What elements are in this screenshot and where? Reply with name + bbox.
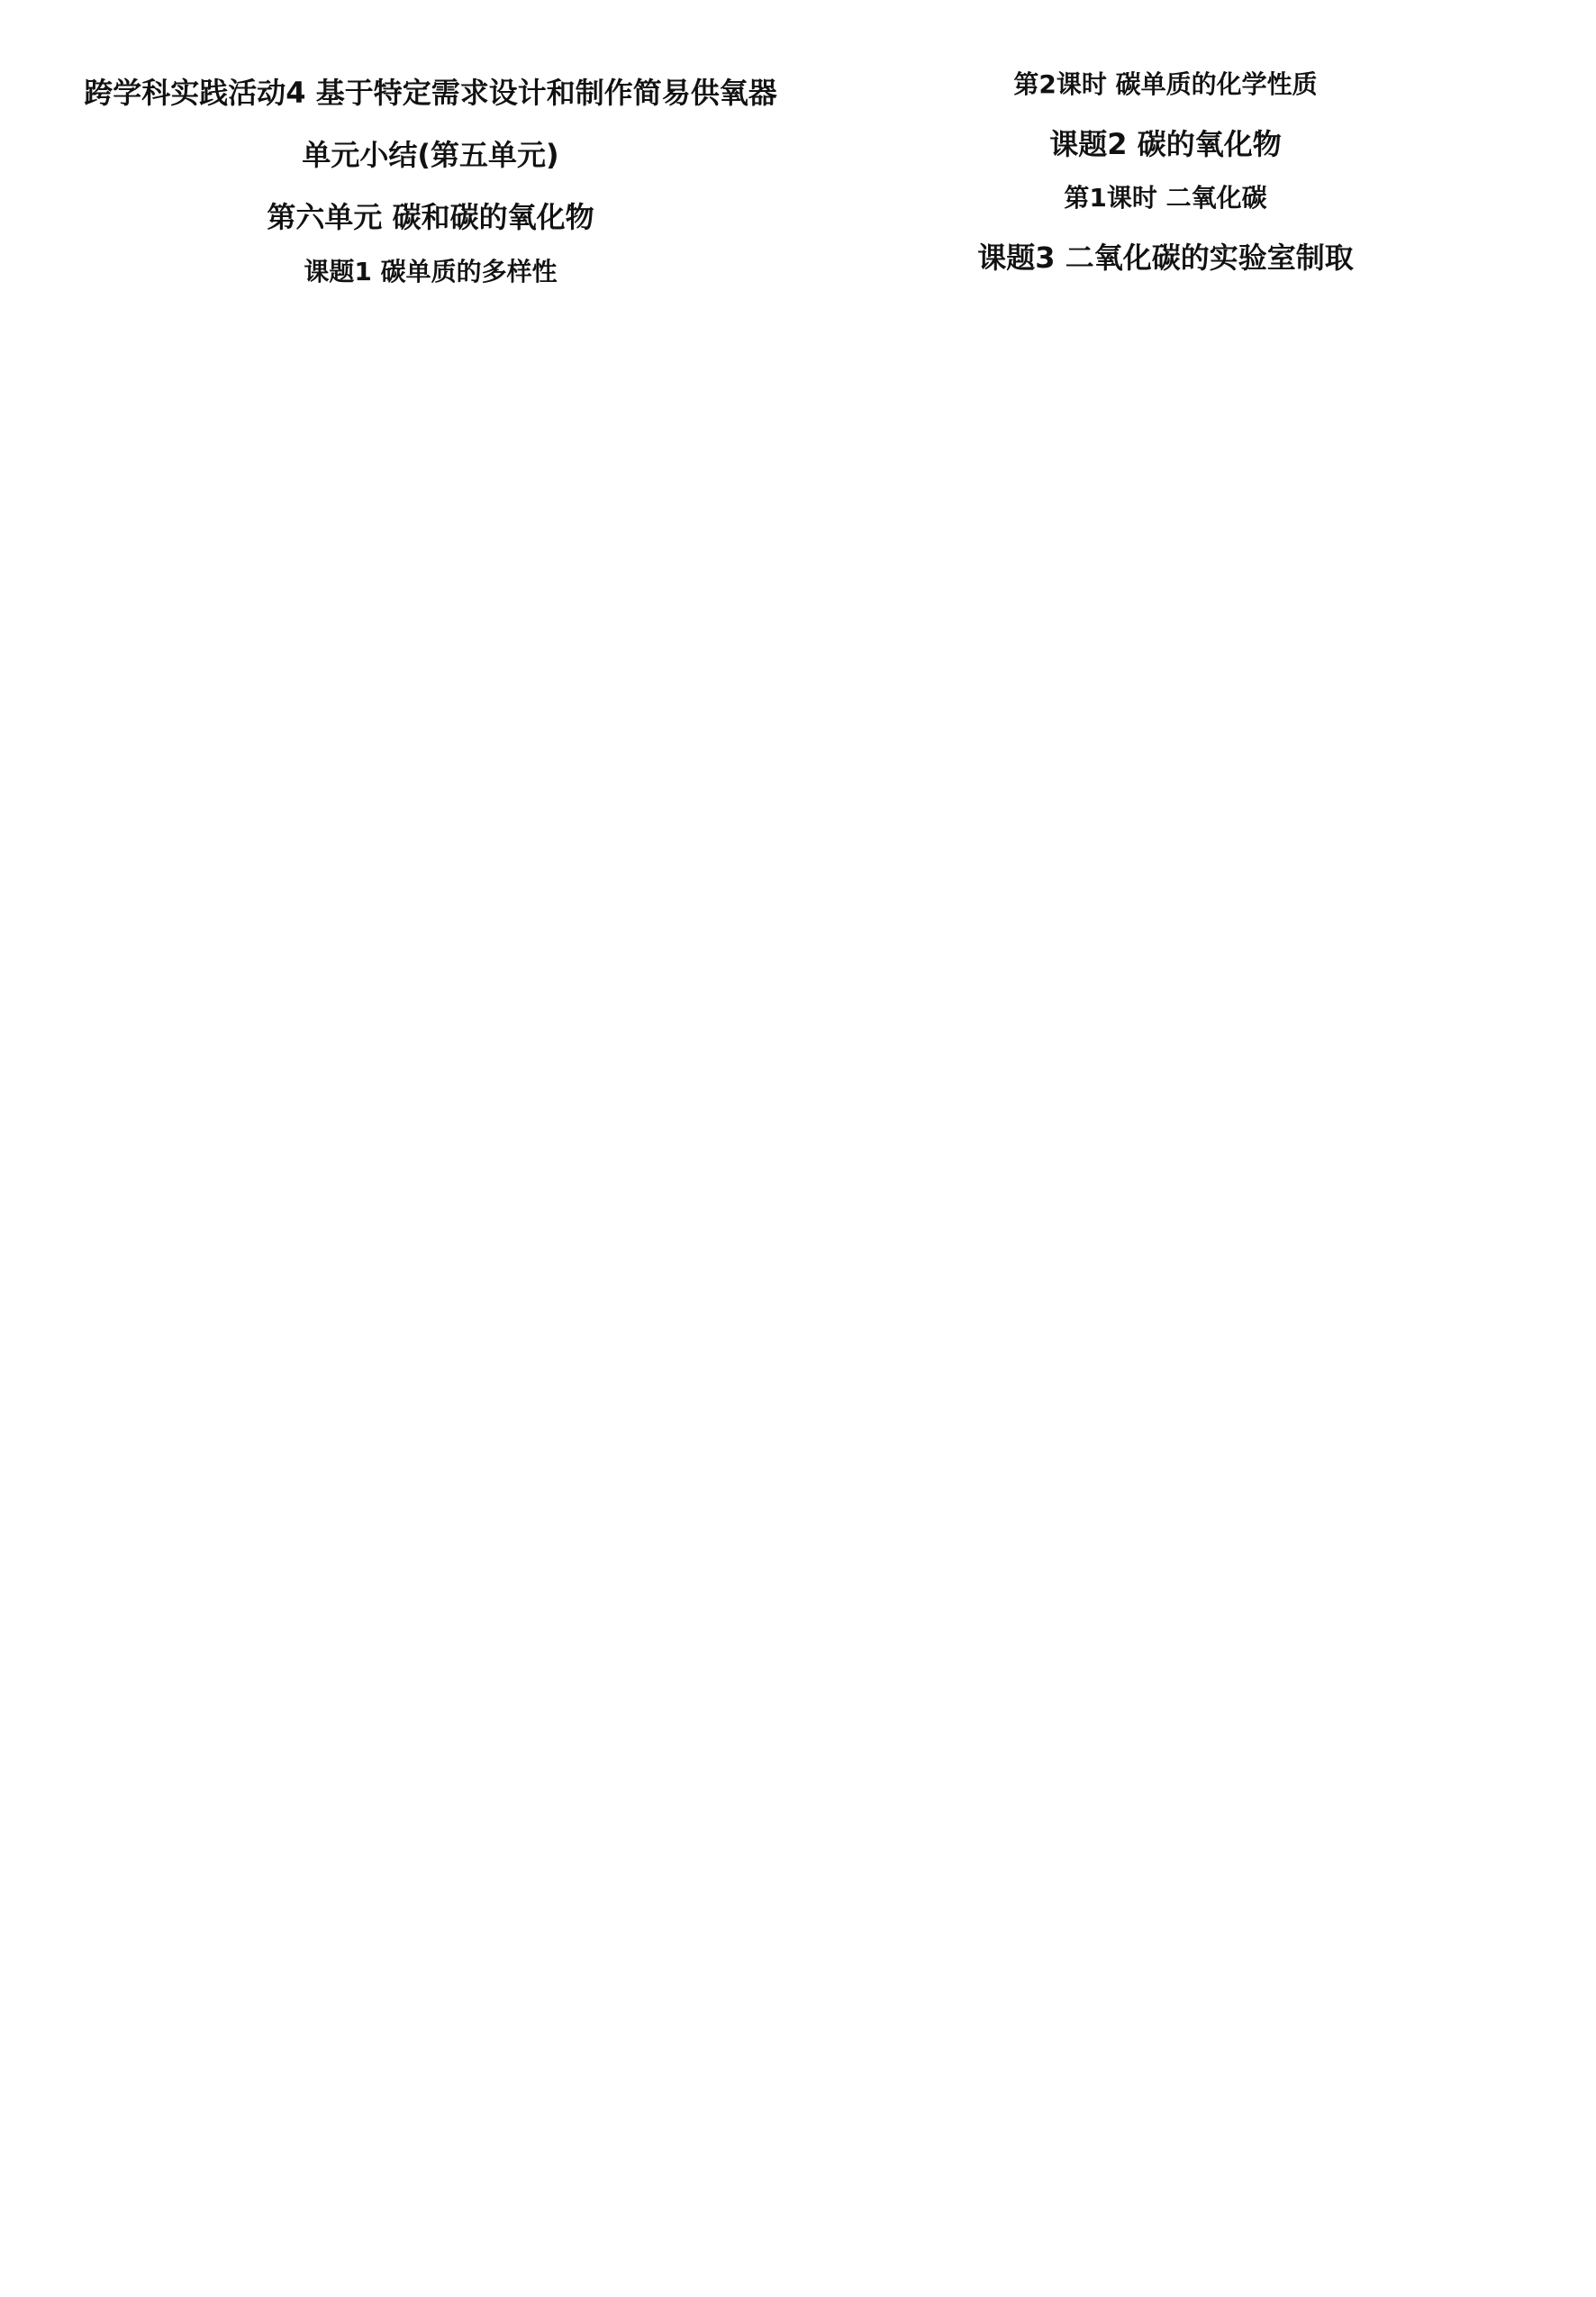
right-column [816, 54, 1515, 2243]
heading: 第2课时 碳单质的化学性质 [1013, 69, 1318, 99]
heading: 课题2 碳的氧化物 [1049, 126, 1282, 161]
heading: 课题3 二氧化碳的实验室制取 [977, 240, 1354, 275]
heading: 第六单元 碳和碳的氧化物 [267, 200, 594, 235]
heading: 课题1 碳单质的多样性 [304, 256, 558, 286]
heading: 单元小结(第五单元) [302, 138, 559, 173]
left-column [81, 54, 780, 2243]
heading: 跨学科实践活动4 基于特定需求设计和制作简易供氧器 [84, 76, 777, 110]
heading: 第1课时 二氧化碳 [1064, 182, 1267, 213]
